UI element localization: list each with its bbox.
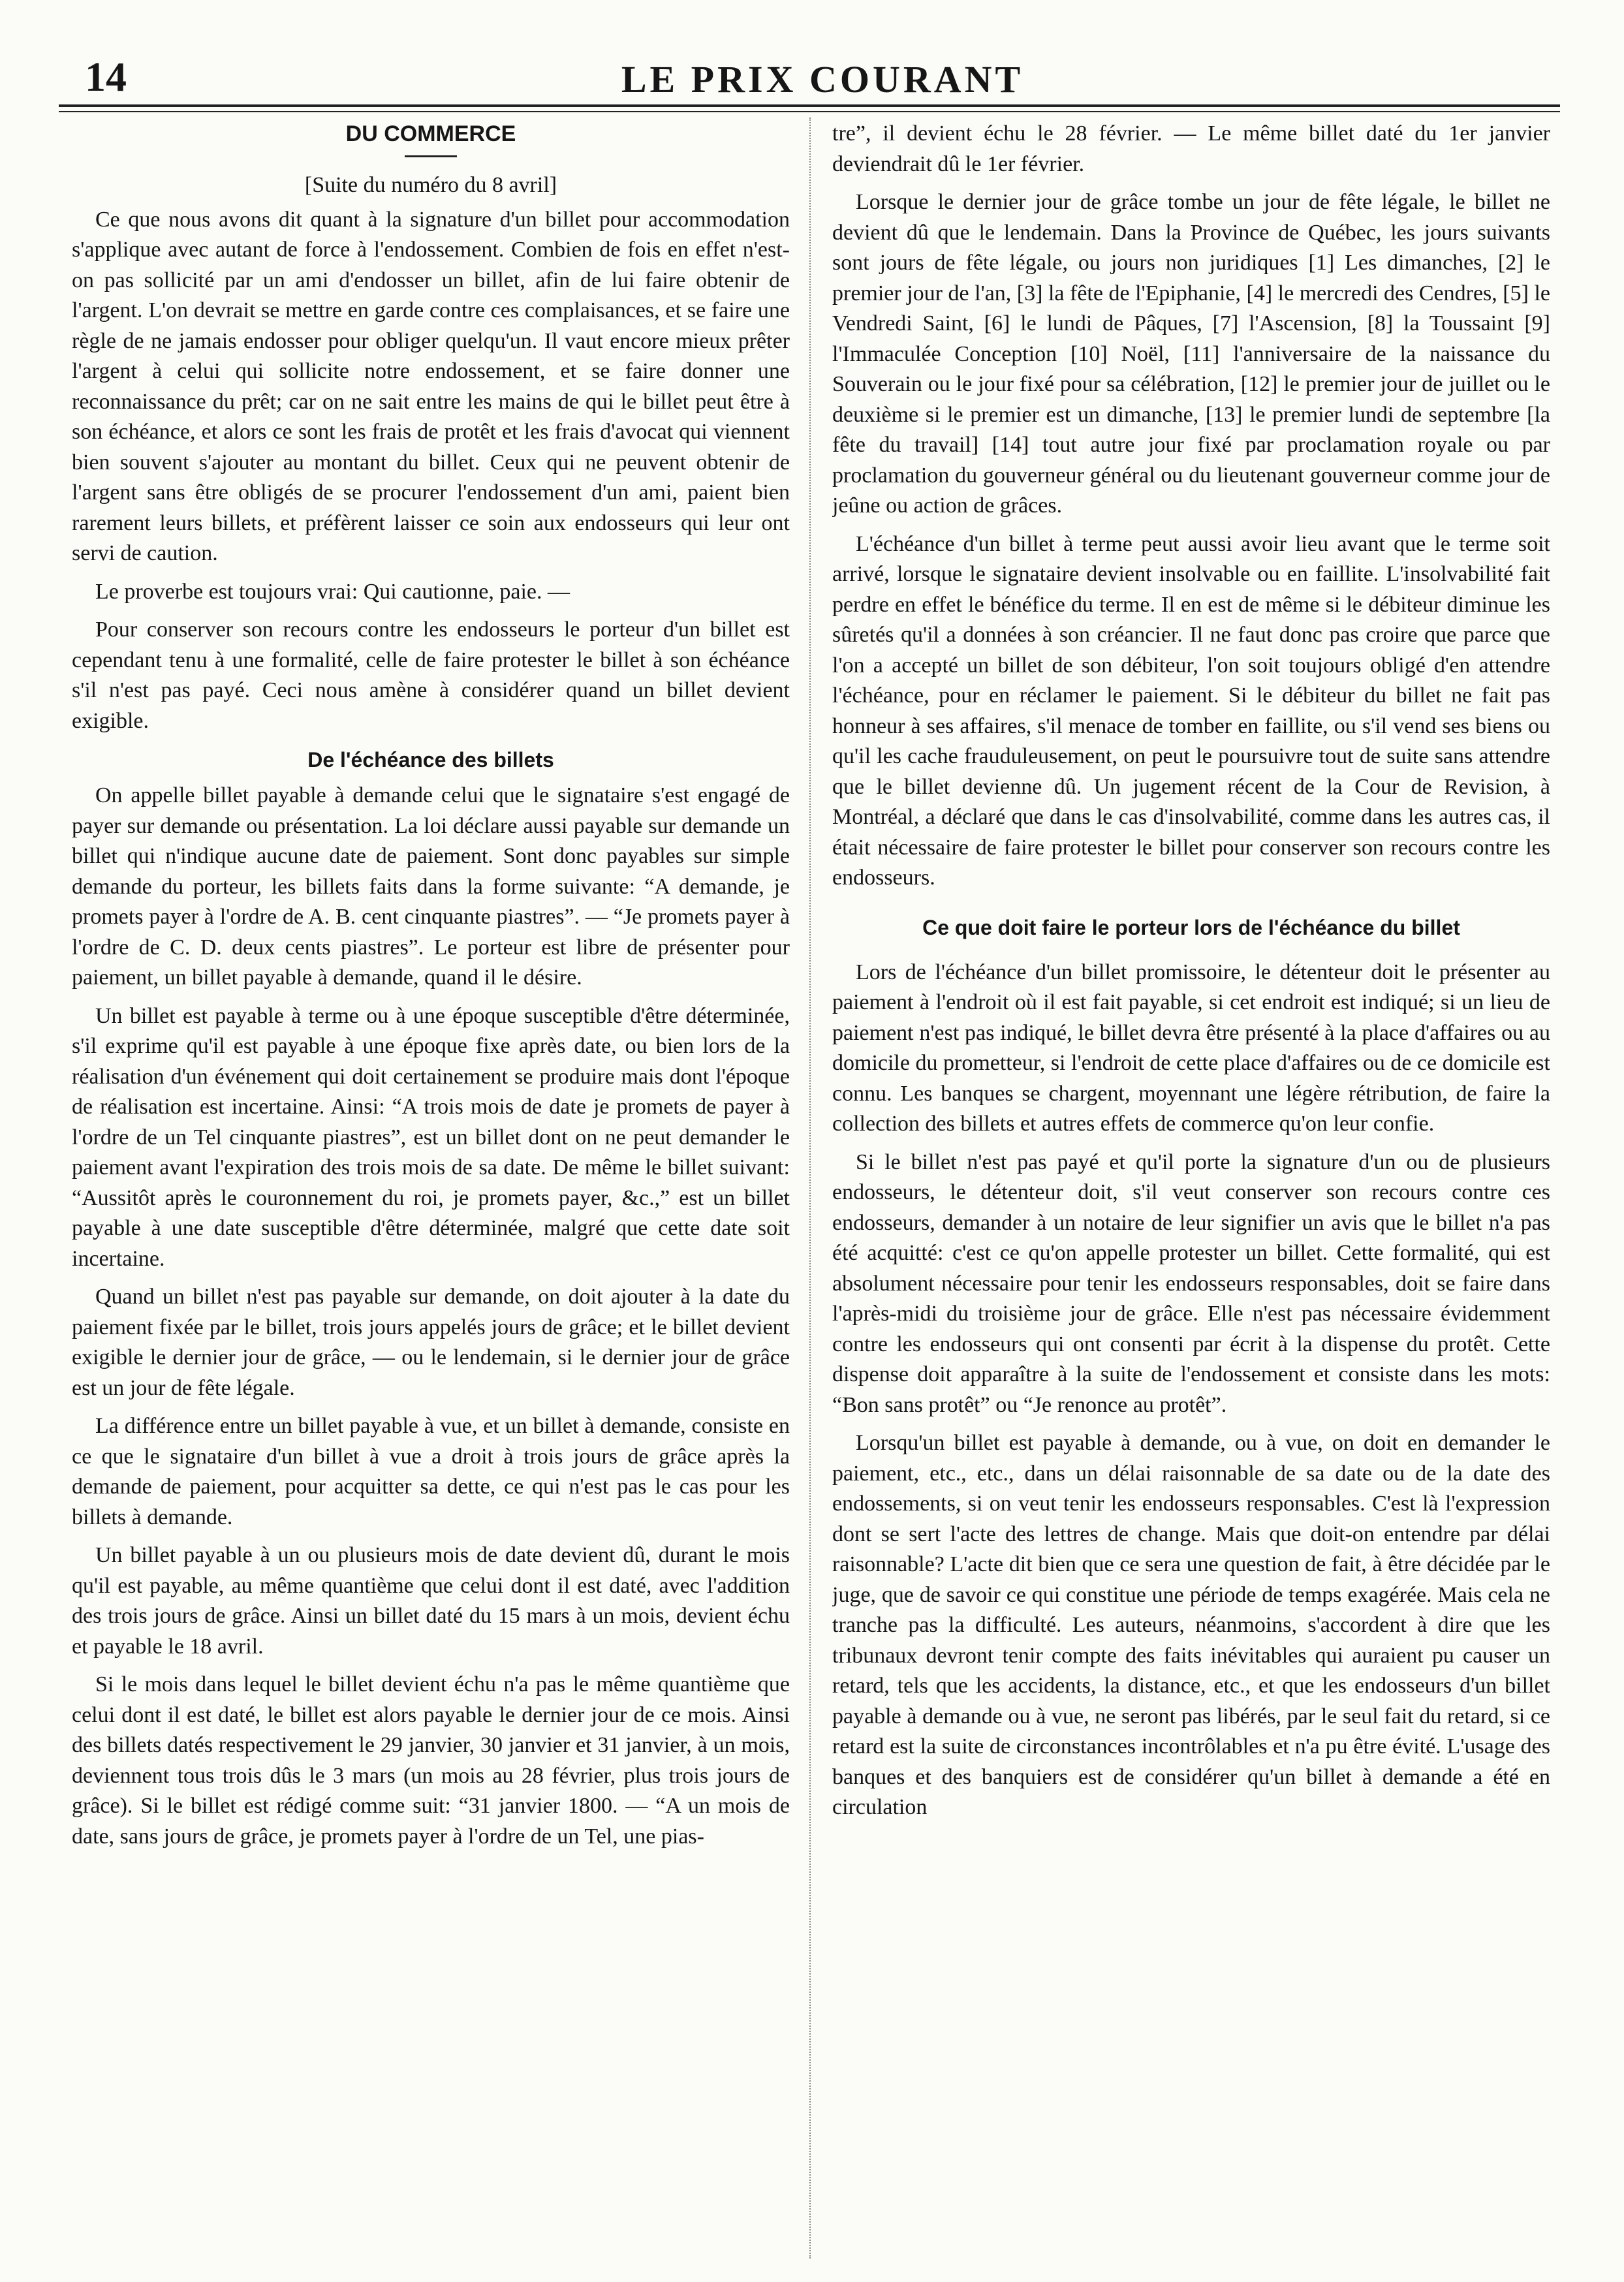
paragraph: La différence entre un billet payable à vue, et un billet à demande, consiste en ce que le signataire d'un billet à vue a droit à trois jours de grâce après la demande de paiement, pour acquitter sa dette, ce qui n'est pas le cas pour les billets à demande. xyxy=(72,1414,790,1529)
paragraph: Un billet est payable à terme ou à une époque susceptible d'être déterminée, s'il exprime qu'il est payable à une époque fixe après date, ou bien lors de la réalisation d'un événement qui doit certainement se produire mais dont l'époque de réalisation est incertaine. Ainsi: “A trois mois de date je promets de payer à l'ordre de un Tel cinquante piastres”, est un billet dont on ne peut demander le paiement avant l'expiration des trois mois de sa date. De même le billet suivant: “Aussitôt après le couronnement du roi, je promets payer, &c.,” est un billet payable à une date susceptible d'être déterminée, malgré que cette date soit incertaine. xyxy=(72,1003,790,1271)
section-heading: De l'échéance des billets xyxy=(307,748,554,772)
title-rule xyxy=(405,155,457,157)
section-heading: Ce que doit faire le porteur lors de l'échéance du billet xyxy=(922,915,1460,939)
column-divider xyxy=(809,117,811,2259)
paragraph: On appelle billet payable à demande celui que le signataire s'est engagé de payer sur demande ou présentation. La loi déclare aussi payable sur demande un billet qui n'indique aucune date de paiement. Sont donc payables sur simple demande du porteur, les billets faits dans la forme suivante: “A demande, je promets payer à l'ordre de A. B. cent cinquante piastres”. — “Je promets payer à l'ordre de C. D. deux cents piastres”. Le porteur est libre de présenter pour paiement, un billet payable à demande, quand il le désire. xyxy=(72,783,790,990)
paragraph: Pour conserver son recours contre les endosseurs le porteur d'un billet est cependant tenu à une formalité, celle de faire protester le billet à son échéance s'il n'est pas payé. Ceci nous amène à considérer quand un billet devient exigible. xyxy=(72,617,790,733)
paragraph: Si le billet n'est pas payé et qu'il porte la signature d'un ou de plusieurs endosseurs, le détenteur doit, s'il veut conserver son recours contre ces endosseurs, demander à un notaire de leur signifier un avis que le billet n'a pas été acquitté: c'est ce qu'on appelle protester un billet. Cette formalité, qui est absolument nécessaire pour tenir les endosseurs responsables, doit se faire dans l'après-midi du troisième jour de grâce. Elle n'est pas nécessaire évidemment contre les endosseurs qui ont consenti par écrit à la dispense du protêt. Cette dispense doit apparaître à la suite de l'endossement et consiste dans les mots: “Bon sans protêt” ou “Je renonce au protêt”. xyxy=(832,1149,1550,1417)
paragraph: Lorsque le dernier jour de grâce tombe un jour de fête légale, le billet ne devient dû que le lendemain. Dans la Province de Québec, les jours suivants sont jours de fête légale, ou jours non juridiques [1] Les dimanches, [2] le premier jour de l'an, [3] la fête de l'Epiphanie, [4] le mercredi des Cendres, [5] le Vendredi Saint, [6] le lundi de Pâques, [7] l'Ascension, [8] la Toussaint [9] l'Immaculée Conception [10] Noël, [11] l'anniversaire de la naissance du Souverain ou le jour fixé pour sa célébration, [12] le premier jour de juillet ou le deuxième si le premier est un dimanche, [13] le premier lundi de septembre [la fête du travail] [14] tout autre jour fixé par proclamation royale ou par proclamation du gouverneur général ou du lieutenant gouverneur comme jour de jeûne ou action de grâces. xyxy=(832,190,1550,518)
page-header xyxy=(59,39,1560,101)
paragraph: Le proverbe est toujours vrai: Qui cautionne, paie. — xyxy=(95,579,570,604)
publication-title: LE PRIX COURANT xyxy=(621,58,1024,101)
article-title: DU COMMERCE xyxy=(345,121,516,146)
paragraph: Lorsqu'un billet est payable à demande, ou à vue, on doit en demander le paiement, etc., etc., dans un délai raisonnable de sa date ou de la date des endossements, si on veut tenir les endosseurs responsables. C'est là l'expression dont se sert l'acte des lettres de change. Mais que doit-on entendre par délai raisonnable? L'acte dit bien que ce sera une question de fait, à être décidée par le juge, que de savoir ce qui constitue une période de temps exagérée. Mais cela ne tranche pas la difficulté. Les auteurs, néanmoins, s'accordent à dire que les tribunaux devront tenir compte des faits inévitables qui auraient pu causer un retard, tels que les accidents, la distance, etc., et que les endosseurs d'un billet payable à demande ou à vue, ne seront pas libérés, par le seul fait du retard, si ce retard est la suite de circonstances incontrôlables et n'a pu être évité. L'usage des banques et des banquiers est de considérer qu'un billet à demande a été en circulation xyxy=(832,1431,1550,1819)
paragraph: L'échéance d'un billet à terme peut aussi avoir lieu avant que le terme soit arrivé, lorsque le signataire devient insolvable ou en faillite. L'insolvabilité fait perdre en effet le bénéfice du terme. Il en est de même si le débiteur diminue les sûretés qu'il a données à son créancier. Il ne faut donc pas croire que parce que l'on a accepté un billet de son débiteur, l'on soit toujours obligé d'en attendre l'échéance, pour en réclamer le paiement. Si le débiteur du billet ne fait pas honneur à ses affaires, s'il menace de tomber en faillite, ou s'il vend ses biens ou qu'il les cache frauduleusement, on peut le poursuivre tout de suite sans attendre que le billet devienne dû. Un jugement récent de la Cour de Revision, à Montréal, a déclaré que dans le cas d'insolvabilité, comme dans les autres cas, il était nécessaire de faire protester le billet pour conserver son recours contre les endosseurs. xyxy=(832,531,1550,890)
paragraph: Ce que nous avons dit quant à la signature d'un billet pour accommodation s'applique avec autant de force à l'endossement. Combien de fois en effet n'est-on pas sollicité par un ami d'endosser un billet, afin de lui faire obtenir de l'argent. L'on devrait se mettre en garde contre ces complaisances, et se faire une règle de ne jamais endosser pour obliger quelqu'un. Il vaut encore mieux prêter l'argent à celui qui sollicite notre endossement, et se faire donner une reconnaissance du prêt; car on ne sait entre les mains de qui le billet peut être à son échéance, et alors ce sont les frais de protêt et les frais d'avocat qui viennent bien souvent s'ajouter au montant du billet. Ceux qui ne peuvent obtenir de l'argent sans être obligés de se procurer l'endossement d'un ami, paient bien rarement leurs billets, et préfèrent laisser ce soin aux endosseurs qui leur ont servi de caution. xyxy=(72,207,790,565)
header-rule-thin xyxy=(59,111,1560,112)
article-subtitle: [Suite du numéro du 8 avril] xyxy=(304,173,557,197)
left-column xyxy=(72,119,790,2253)
right-column xyxy=(832,119,1550,2253)
paragraph: Quand un billet n'est pas payable sur demande, on doit ajouter à la date du paiement fixée par le billet, trois jours appelés jours de grâce; et le billet devient exigible le dernier jour de grâce, — ou le lendemain, si le dernier jour de grâce est un jour de fête légale. xyxy=(72,1285,790,1400)
paragraph: Lors de l'échéance d'un billet promissoire, le détenteur doit le présenter au paiement à l'endroit où il est fait payable, si cet endroit est indiqué; si un lieu de paiement n'est pas indiqué, le billet devra être présenté à la place d'affaires ou au domicile du prometteur, si l'endroit de cette place d'affaires ou de ce domicile est connu. Les banques se chargent, moyennant une légère rétribution, de faire la collection des billets et autres effets de commerce qu'on leur confie. xyxy=(832,960,1550,1136)
paragraph-continued: tre”, il devient échu le 28 février. — Le même billet daté du 1er janvier deviendrait dû le 1er février. xyxy=(832,121,1550,176)
header-rule xyxy=(59,104,1560,107)
page-number: 14 xyxy=(85,54,127,100)
paragraph: Un billet payable à un ou plusieurs mois de date devient dû, durant le mois qu'il est payable, au même quantième que celui dont il est daté, avec l'addition des trois jours de grâce. Ainsi un billet daté du 15 mars à un mois, devient échu et payable le 18 avril. xyxy=(72,1543,790,1659)
paragraph: Si le mois dans lequel le billet devient échu n'a pas le même quantième que celui dont il est daté, le billet est alors payable le dernier jour de ce mois. Ainsi des billets datés respectivement le 29 janvier, 30 janvier et 31 janvier, à un mois, deviennent tous trois dûs le 3 mars (un mois au 28 février, plus trois jours de grâce). Si le billet est rédigé comme suit: “31 janvier 1800. — “A un mois de date, sans jours de grâce, je promets payer à l'ordre de un Tel, une pias- xyxy=(72,1672,790,1849)
